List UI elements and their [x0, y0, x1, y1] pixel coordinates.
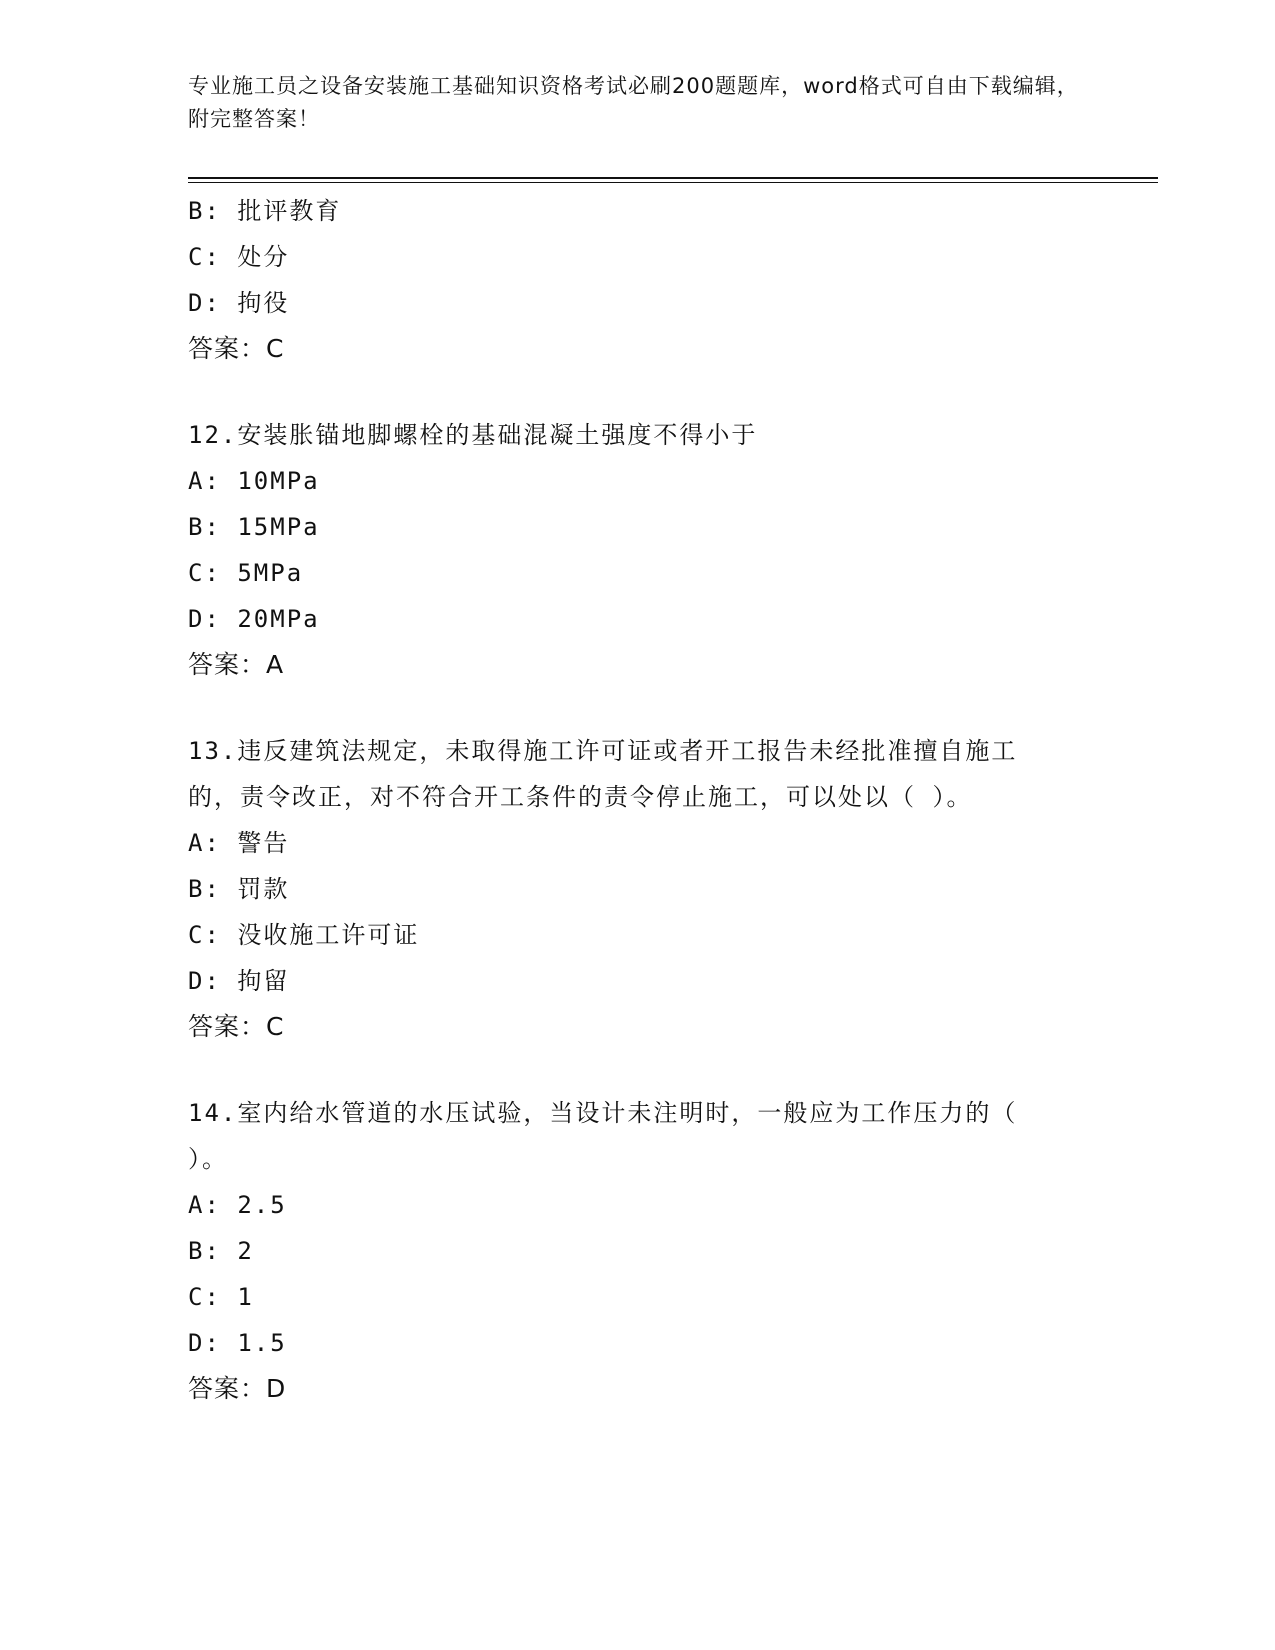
question-stem: 13.违反建筑法规定，未取得施工许可证或者开工报告未经批准擅自施工的，责令改正，对不符合开工条件的责令停止施工，可以处以（ ）。 [188, 737, 1018, 811]
header-rule-thick [188, 177, 1158, 179]
option-c: C: 1 [188, 1283, 254, 1311]
option-a: A: 2.5 [188, 1191, 287, 1219]
question-12 [188, 412, 1088, 688]
question-stem: 12.安装胀锚地脚螺栓的基础混凝土强度不得小于 [188, 421, 758, 449]
spacer [188, 372, 1088, 412]
spacer [188, 1050, 1088, 1090]
option-b: B: 15MPa [188, 513, 320, 541]
option-d: D: 20MPa [188, 605, 320, 633]
answer: 答案：C [188, 334, 285, 363]
spacer [188, 688, 1088, 728]
document-header: 专业施工员之设备安装施工基础知识资格考试必刷200题题库，word格式可自由下载编辑，附完整答案！ [188, 74, 1079, 131]
option-a: A: 警告 [188, 829, 290, 857]
question-stem: 14.室内给水管道的水压试验，当设计未注明时，一般应为工作压力的（ ）。 [188, 1099, 1018, 1173]
question-13 [188, 728, 1088, 1050]
option-d: D: 拘役 [188, 289, 290, 317]
option-b: B: 批评教育 [188, 197, 342, 225]
question-14 [188, 1090, 1088, 1412]
option-c: C: 处分 [188, 243, 290, 271]
option-c: C: 5MPa [188, 559, 304, 587]
answer: 答案：A [188, 650, 285, 679]
question-list [188, 188, 1088, 1412]
option-c: C: 没收施工许可证 [188, 921, 420, 949]
question-11 [188, 188, 1088, 372]
option-a: A: 10MPa [188, 467, 320, 495]
option-b: B: 2 [188, 1237, 254, 1265]
header-rule-thin [188, 182, 1158, 183]
answer: 答案：D [188, 1374, 287, 1403]
option-d: D: 1.5 [188, 1329, 287, 1357]
option-d: D: 拘留 [188, 967, 290, 995]
option-b: B: 罚款 [188, 875, 290, 903]
answer: 答案：C [188, 1012, 285, 1041]
